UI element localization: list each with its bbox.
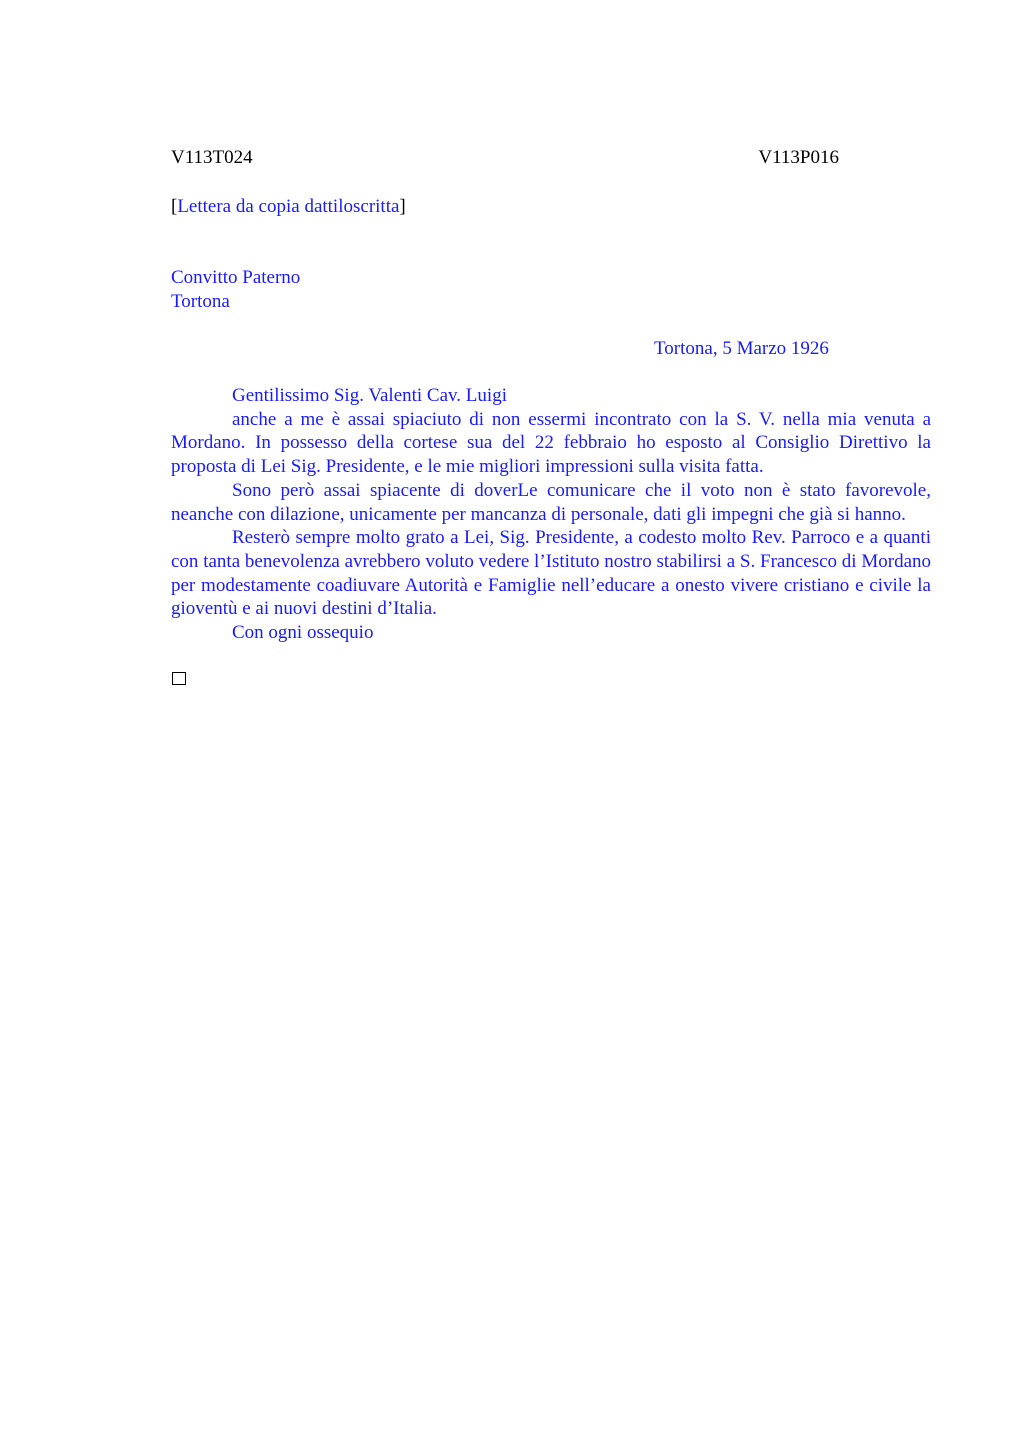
- letter-date: Tortona, 5 Marzo 1926: [654, 338, 829, 359]
- letter-paragraph: Resterò sempre molto grato a Lei, Sig. Presidente, a codesto molto Rev. Parroco e a quanti con tanta benevolenza avrebbero voluto vedere l’Istituto nostro stabilirsi a S. Francesco di Mordano per modestamente coadiuvare Autorità e Famiglie nell’educare a onesto vivere cristiano e civile la gioventù e ai nuovi destini d’Italia.: [171, 527, 931, 620]
- empty-square-icon: [172, 672, 186, 685]
- letter-salutation: Gentilissimo Sig. Valenti Cav. Luigi: [232, 385, 507, 406]
- letter-paragraph: Sono però assai spiacente di doverLe comunicare che il voto non è stato favorevole, neanche con dilazione, unicamente per mancanza di personale, dati gli impegni che già si hanno.: [171, 479, 931, 525]
- source-note-text: Lettera da copia dattiloscritta: [177, 196, 400, 217]
- document-codes: [171, 146, 839, 170]
- sender-name: Convitto Paterno: [171, 267, 301, 288]
- source-note-open-bracket: [: [171, 196, 178, 217]
- sender-city: Tortona: [171, 290, 230, 312]
- source-note-close-bracket: ]: [399, 196, 406, 217]
- source-note: [171, 195, 406, 219]
- document-code-left: V113T024: [171, 147, 253, 168]
- letter-body: [171, 384, 931, 645]
- sender-block: [171, 266, 300, 313]
- letter-closing: Con ogni ossequio: [232, 622, 374, 644]
- letter-paragraph: anche a me è assai spiaciuto di non essermi incontrato con la S. V. nella mia venuta a Mordano. In possesso della cortese sua del 22 febbraio ho esposto al Consiglio Direttivo la proposta di Lei Sig. Presidente, e le mie migliori impressioni sulla visita fatta.: [171, 408, 931, 478]
- document-code-right: V113P016: [758, 147, 839, 168]
